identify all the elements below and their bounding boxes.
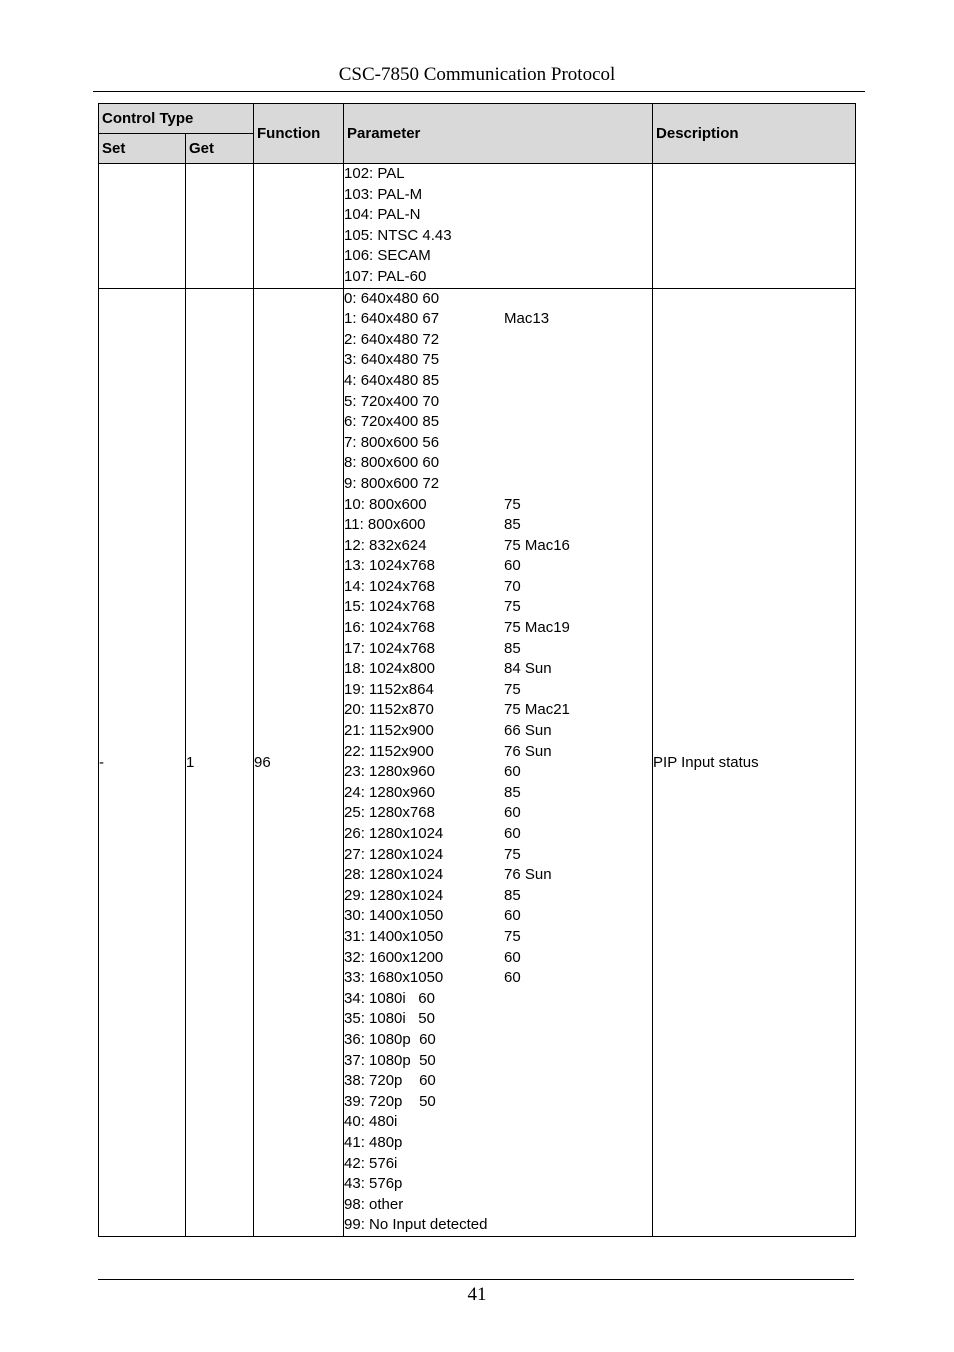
parameter-line <box>344 1215 652 1236</box>
parameter-line <box>344 556 652 577</box>
parameter-line <box>344 659 652 680</box>
parameter-line <box>344 433 652 454</box>
parameter-line <box>344 824 652 845</box>
parameter-line <box>344 906 652 927</box>
parameter-line <box>344 474 652 495</box>
parameter-note: 75 <box>504 680 521 698</box>
set-cell <box>99 164 186 289</box>
control-type-header: Control Type <box>99 104 254 134</box>
parameter-note: 60 <box>504 557 521 575</box>
parameter-value: 106: SECAM <box>344 247 431 265</box>
header-rule <box>93 91 865 92</box>
parameter-line <box>344 289 652 310</box>
parameter-note: 75 <box>504 927 521 945</box>
parameter-line <box>344 577 652 598</box>
protocol-table <box>98 103 856 1237</box>
parameter-value: 24: 1280x960 <box>344 783 435 801</box>
get-cell: 1 <box>186 288 254 1236</box>
parameter-line <box>344 948 652 969</box>
parameter-header: Parameter <box>344 104 653 164</box>
parameter-line <box>344 1154 652 1175</box>
parameter-value: 31: 1400x1050 <box>344 927 444 945</box>
parameter-line <box>344 845 652 866</box>
parameter-note: 70 <box>504 577 521 595</box>
footer-rule <box>98 1279 854 1280</box>
parameter-line <box>344 618 652 639</box>
parameter-line <box>344 185 652 206</box>
get-header: Get <box>186 134 254 164</box>
parameter-line <box>344 1174 652 1195</box>
parameter-line <box>344 309 652 330</box>
function-cell <box>254 164 344 289</box>
parameter-line <box>344 536 652 557</box>
parameter-value: 18: 1024x800 <box>344 660 435 678</box>
parameter-note: 75 Mac19 <box>504 619 570 637</box>
parameter-line <box>344 164 652 185</box>
parameter-value: 14: 1024x768 <box>344 577 435 595</box>
parameter-line <box>344 886 652 907</box>
parameter-note: 60 <box>504 825 521 842</box>
parameter-value: 40: 480i <box>344 1113 398 1131</box>
parameter-note: 60 <box>504 907 521 925</box>
parameter-value: 33: 1680x1050 <box>344 969 444 987</box>
parameter-line <box>344 783 652 804</box>
parameter-value: 25: 1280x768 <box>344 804 435 822</box>
parameter-value: 35: 1080i 50 <box>344 1010 435 1028</box>
parameter-note: 75 Mac16 <box>504 536 570 554</box>
parameter-value: 98: other <box>344 1195 404 1213</box>
parameter-value: 17: 1024x768 <box>344 639 435 657</box>
parameter-value: 42: 576i <box>344 1154 398 1172</box>
parameter-value: 19: 1152x864 <box>344 680 434 698</box>
parameter-line <box>344 246 652 267</box>
parameter-line <box>344 1030 652 1051</box>
function-cell: 96 <box>254 288 344 1236</box>
parameter-line <box>344 330 652 351</box>
parameter-value: 30: 1400x1050 <box>344 907 444 925</box>
parameter-value: 7: 800x600 56 <box>344 433 440 451</box>
description-cell <box>653 164 856 289</box>
description-cell: PIP Input status <box>653 288 856 1236</box>
parameter-note: 60 <box>504 969 521 987</box>
parameter-note: 60 <box>504 763 521 781</box>
get-cell <box>186 164 254 289</box>
parameter-line <box>344 453 652 474</box>
parameter-value: 15: 1024x768 <box>344 598 435 616</box>
parameter-note: 85 <box>504 783 521 801</box>
parameter-value: 8: 800x600 60 <box>344 454 440 472</box>
parameter-note: 60 <box>504 804 521 822</box>
parameter-note: 85 <box>504 516 521 534</box>
parameter-value: 12: 832x624 <box>344 536 427 554</box>
parameter-value: 37: 1080p 50 <box>344 1051 436 1069</box>
page-number: 41 <box>467 1284 487 1305</box>
parameter-line <box>344 1092 652 1113</box>
parameter-value: 10: 800x600 <box>344 495 427 513</box>
set-cell: - <box>99 288 186 1236</box>
parameter-value: 102: PAL <box>344 165 405 182</box>
parameter-line <box>344 371 652 392</box>
parameter-line <box>344 350 652 371</box>
parameter-value: 41: 480p <box>344 1133 403 1151</box>
parameter-value: 4: 640x480 85 <box>344 371 440 389</box>
parameter-line <box>344 639 652 660</box>
parameter-line <box>344 700 652 721</box>
parameter-value: 11: 800x600 <box>344 516 426 534</box>
parameter-value: 0: 640x480 60 <box>344 289 440 307</box>
parameter-value: 3: 640x480 75 <box>344 351 440 369</box>
parameter-value: 28: 1280x1024 <box>344 866 444 884</box>
parameter-value: 23: 1280x960 <box>344 763 435 781</box>
parameter-line <box>344 1009 652 1030</box>
parameter-note: 84 Sun <box>504 660 552 678</box>
parameter-note: 76 Sun <box>504 742 552 760</box>
parameter-line <box>344 1071 652 1092</box>
parameter-value: 5: 720x400 70 <box>344 392 440 410</box>
parameter-note: 60 <box>504 948 521 966</box>
parameter-note: 75 <box>504 495 521 513</box>
parameter-note: 76 Sun <box>504 866 552 884</box>
parameter-note: 85 <box>504 639 521 657</box>
parameter-value: 99: No Input detected <box>344 1216 488 1234</box>
parameter-value: 22: 1152x900 <box>344 742 434 760</box>
parameter-value: 27: 1280x1024 <box>344 845 444 863</box>
parameter-value: 38: 720p 60 <box>344 1072 436 1090</box>
parameter-value: 34: 1080i 60 <box>344 989 435 1007</box>
parameter-line <box>344 721 652 742</box>
parameter-line <box>344 412 652 433</box>
parameter-value: 104: PAL-N <box>344 206 421 224</box>
parameter-line <box>344 762 652 783</box>
parameter-cell <box>344 288 653 1236</box>
set-header: Set <box>99 134 186 164</box>
parameter-value: 36: 1080p 60 <box>344 1030 436 1048</box>
table-row <box>99 288 856 1236</box>
parameter-note: 75 <box>504 598 521 616</box>
parameter-line <box>344 803 652 824</box>
parameter-value: 105: NTSC 4.43 <box>344 226 452 244</box>
parameter-line <box>344 680 652 701</box>
parameter-value: 13: 1024x768 <box>344 557 435 575</box>
parameter-line <box>344 968 652 989</box>
parameter-line <box>344 865 652 886</box>
parameter-value: 26: 1280x1024 <box>344 825 444 842</box>
parameter-line <box>344 597 652 618</box>
parameter-value: 29: 1280x1024 <box>344 886 444 904</box>
parameter-value: 1: 640x480 67 <box>344 310 440 328</box>
parameter-value: 2: 640x480 72 <box>344 330 440 348</box>
parameter-value: 39: 720p 50 <box>344 1092 436 1110</box>
document-header-title: CSC-7850 Communication Protocol <box>338 64 616 85</box>
parameter-line <box>344 392 652 413</box>
parameter-value: 21: 1152x900 <box>344 722 434 740</box>
description-header: Description <box>653 104 856 164</box>
table-body <box>99 164 856 1237</box>
parameter-line <box>344 1112 652 1133</box>
parameter-note: Mac13 <box>504 310 550 328</box>
parameter-cell <box>344 164 653 289</box>
parameter-note: 66 Sun <box>504 722 552 740</box>
parameter-value: 32: 1600x1200 <box>344 948 444 966</box>
parameter-line <box>344 927 652 948</box>
parameter-line <box>344 1195 652 1216</box>
parameter-value: 43: 576p <box>344 1175 403 1193</box>
parameter-value: 6: 720x400 85 <box>344 413 440 431</box>
parameter-value: 16: 1024x768 <box>344 619 435 637</box>
parameter-line <box>344 226 652 247</box>
parameter-line <box>344 267 652 288</box>
parameter-value: 107: PAL-60 <box>344 267 427 285</box>
parameter-line <box>344 205 652 226</box>
parameter-line <box>344 742 652 763</box>
parameter-note: 85 <box>504 886 521 904</box>
parameter-line <box>344 1051 652 1072</box>
parameter-line <box>344 495 652 516</box>
parameter-value: 20: 1152x870 <box>344 701 434 719</box>
table-row <box>99 164 856 289</box>
parameter-note: 75 <box>504 845 521 863</box>
parameter-line <box>344 989 652 1010</box>
parameter-line <box>344 515 652 536</box>
parameter-line <box>344 1133 652 1154</box>
parameter-value: 9: 800x600 72 <box>344 474 440 492</box>
parameter-note: 75 Mac21 <box>504 701 570 719</box>
parameter-value: 103: PAL-M <box>344 185 423 203</box>
function-header: Function <box>254 104 344 164</box>
